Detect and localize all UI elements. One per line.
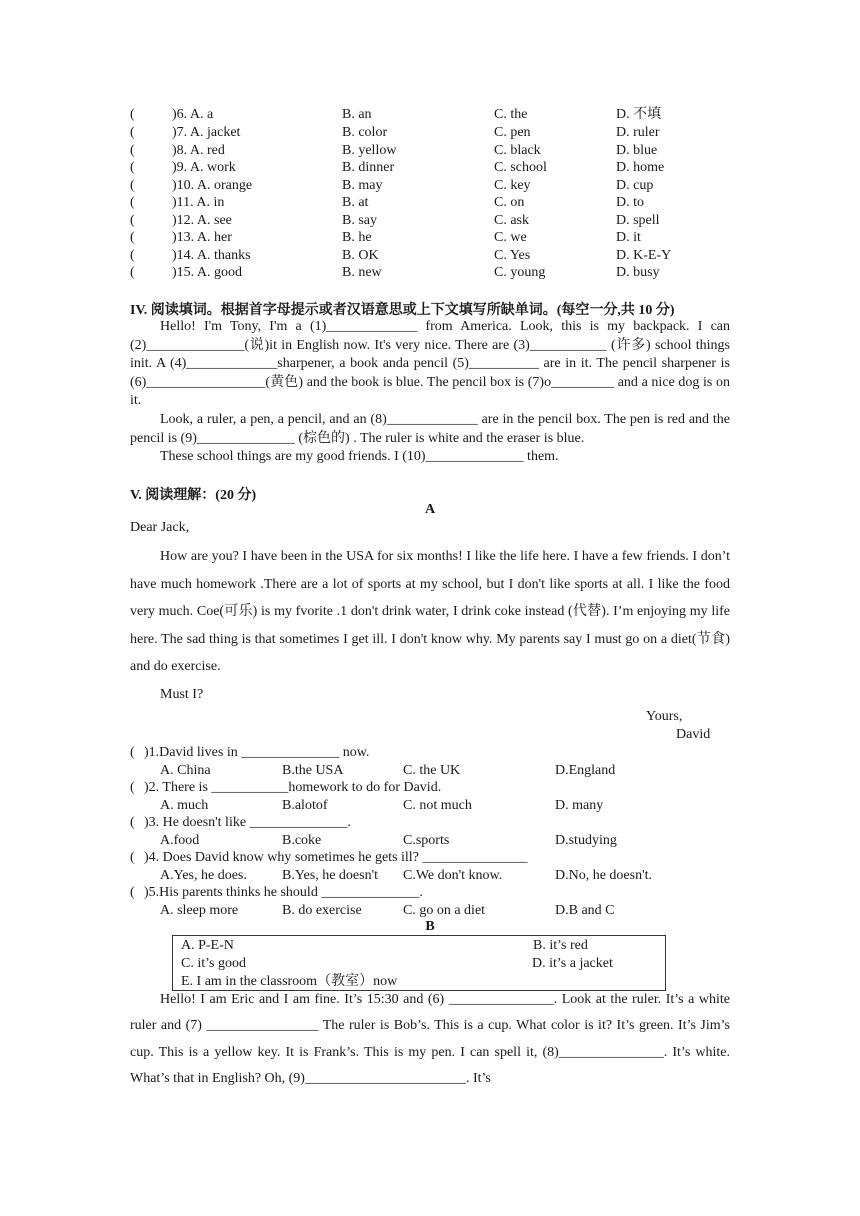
question-stem: )4. Does David know why sometimes he gets ill? _______________: [144, 850, 528, 865]
option: C. go on a diet: [403, 903, 486, 918]
option: B.alotof: [282, 798, 328, 813]
question-options-row: [160, 902, 760, 919]
option-c: C. school: [494, 160, 547, 175]
option-d: D. to: [616, 195, 644, 210]
part-b-label: B: [425, 919, 435, 934]
question-number-option-a: )10. A. orange: [172, 178, 253, 193]
option-b: B. at: [342, 195, 369, 210]
option-c: C. the: [494, 107, 528, 122]
question-stem: )2. There is ___________homework to do for David.: [144, 780, 442, 795]
answer-paren: (: [130, 850, 135, 865]
option: B.coke: [282, 833, 322, 848]
answer-paren: (: [130, 143, 135, 158]
choice-question-row: [130, 194, 750, 211]
question-number-option-a: )9. A. work: [172, 160, 236, 175]
answer-paren: (: [130, 885, 135, 900]
question-number-option-a: )11. A. in: [172, 195, 225, 210]
letter-greeting: Dear Jack,: [130, 520, 190, 535]
option: C. the UK: [403, 763, 461, 778]
question-stem-row: [130, 849, 750, 866]
option-b: B. dinner: [342, 160, 395, 175]
letter-paragraph: How are you? I have been in the USA for six months! I like the life here. I have a few friends. I don’t have much homework .There are a lot of sports at my school, but I don't like sports at all. I like the food very much. Coe(可乐) is my fvorite .1 don't drink water, I drink coke instead (代替). I’m enjoying my life here. The sad thing is that sometimes I get ill. I don't know why. My parents say I must go on a diet(节食) and do exercise.: [130, 549, 730, 675]
option: C.sports: [403, 833, 450, 848]
option: D.England: [555, 763, 616, 778]
option-d: D. home: [616, 160, 665, 175]
question-options-row: [160, 832, 760, 849]
section-4-title: IV. 阅读填词。根据首字母提示或者汉语意思或上下文填写所缺单词。(每空一分,共 10 分): [130, 303, 675, 318]
choice-question-row: [130, 264, 750, 281]
option: C.We don't know.: [403, 868, 503, 883]
choice-question-row: [130, 142, 750, 159]
answer-paren: (: [130, 265, 135, 280]
question-number-option-a: )13. A. her: [172, 230, 232, 245]
cloze-paragraph: These school things are my good friends. I (10)______________ them.: [160, 449, 559, 465]
option-b: B. he: [342, 230, 372, 245]
answer-paren: (: [130, 248, 135, 263]
option-b: B. may: [342, 178, 383, 193]
option-b: B. new: [342, 265, 382, 280]
answer-paren: (: [130, 195, 135, 210]
option: C. not much: [403, 798, 472, 813]
question-options-row: [160, 762, 760, 779]
question-number-option-a: )14. A. thanks: [172, 248, 251, 263]
option-b: B. say: [342, 213, 377, 228]
question-stem-row: [130, 884, 750, 901]
option-b: B. OK: [342, 248, 379, 263]
section-5-title: V. 阅读理解：(20 分): [130, 488, 257, 503]
part-a-label: A: [424, 502, 436, 517]
box-option: A. P-E-N: [181, 938, 234, 953]
letter-closing: Yours,: [646, 709, 683, 724]
option: A. China: [160, 763, 211, 778]
option: B. do exercise: [282, 903, 362, 918]
option-d: D. ruler: [616, 125, 660, 140]
question-stem: )3. He doesn't like ______________.: [144, 815, 352, 830]
option-c: C. black: [494, 143, 541, 158]
option: D.studying: [555, 833, 617, 848]
question-options-row: [160, 797, 760, 814]
option-c: C. young: [494, 265, 546, 280]
cloze-paragraph: Look, a ruler, a pen, a pencil, and an (8)_____________ are in the pencil box. The pen is red and the pencil is (9)______________ (棕色的) . The ruler is white and the eraser is blue.: [130, 411, 730, 446]
box-option: E. I am in the classroom（教室）now: [181, 974, 398, 989]
option-d: D. blue: [616, 143, 658, 158]
choice-question-row: [130, 177, 750, 194]
answer-paren: (: [130, 178, 135, 193]
option-c: C. Yes: [494, 248, 531, 263]
option-d: D. K-E-Y: [616, 248, 672, 263]
option-d: D. cup: [616, 178, 654, 193]
option: A.food: [160, 833, 200, 848]
letter-body: [130, 543, 730, 709]
box-option: B. it’s red: [533, 938, 588, 953]
question-number-option-a: )15. A. good: [172, 265, 242, 280]
answer-paren: (: [130, 107, 135, 122]
letter-signature: David: [676, 727, 711, 742]
passage-b-paragraph: Hello! I am Eric and I am fine. It’s 15:30 and (6) _______________. Look at the ruler. It’s a white ruler and (7) ________________ The ruler is Bob’s. This is a cup. What color is it? It’s green. It’s Jim’s cup. This is a yellow key. It is Frank’s. This is my pen. I can spell it, (8)_______________. It’s white. What’s that in English? Oh, (9)_______________________. It’s: [130, 992, 730, 1087]
choice-question-row: [130, 229, 750, 246]
choice-question-row: [130, 124, 750, 141]
option-c: C. key: [494, 178, 531, 193]
option: A.Yes, he does.: [160, 868, 247, 883]
question-stem-row: [130, 744, 750, 761]
option-d: D. spell: [616, 213, 660, 228]
option: A. much: [160, 798, 209, 813]
choice-question-row: [130, 212, 750, 229]
option-b: B. color: [342, 125, 388, 140]
question-stem: )5.His parents thinks he should ______________.: [144, 885, 423, 900]
answer-paren: (: [130, 780, 135, 795]
option: B.Yes, he doesn't: [282, 868, 378, 883]
option: D. many: [555, 798, 604, 813]
option-d: D. it: [616, 230, 641, 245]
choice-question-row: [130, 159, 750, 176]
option-box: [172, 935, 666, 991]
option-d: D. 不填: [616, 107, 662, 122]
question-stem-row: [130, 779, 750, 796]
choice-question-row: [130, 106, 750, 123]
option-c: C. ask: [494, 213, 529, 228]
answer-paren: (: [130, 125, 135, 140]
option: A. sleep more: [160, 903, 239, 918]
option: B.the USA: [282, 763, 344, 778]
question-number-option-a: )8. A. red: [172, 143, 225, 158]
answer-paren: (: [130, 213, 135, 228]
box-option: C. it’s good: [181, 956, 246, 971]
answer-paren: (: [130, 745, 135, 760]
question-number-option-a: )7. A. jacket: [172, 125, 241, 140]
question-stem-row: [130, 814, 750, 831]
option: D.No, he doesn't.: [555, 868, 653, 883]
answer-paren: (: [130, 230, 135, 245]
option-c: C. pen: [494, 125, 531, 140]
option-d: D. busy: [616, 265, 660, 280]
option: D.B and C: [555, 903, 615, 918]
box-option: D. it’s a jacket: [532, 956, 613, 971]
choice-question-row: [130, 247, 750, 264]
option-c: C. we: [494, 230, 527, 245]
question-stem: )1.David lives in ______________ now.: [144, 745, 370, 760]
passage-b: [130, 987, 730, 1093]
option-c: C. on: [494, 195, 525, 210]
question-options-row: [160, 867, 760, 884]
option-b: B. yellow: [342, 143, 397, 158]
letter-paragraph: Must I?: [160, 686, 204, 702]
question-number-option-a: )6. A. a: [172, 107, 214, 122]
answer-paren: (: [130, 160, 135, 175]
cloze-passage: [130, 318, 730, 467]
option-b: B. an: [342, 107, 372, 122]
answer-paren: (: [130, 815, 135, 830]
cloze-paragraph: Hello! I'm Tony, I'm a (1)_____________ from America. Look, this is my backpack. I can (2)______________(说)it in English now. It's very nice. There are (3)___________ (许多) school things init. A (4)_____________sharpener, a book anda pencil (5)__________ are in it. The pencil sharpener is (6)_________________(黄色) and the book is blue. The pencil box is (7)o_________ and a nice dog is on it.: [130, 319, 730, 409]
question-number-option-a: )12. A. see: [172, 213, 232, 228]
